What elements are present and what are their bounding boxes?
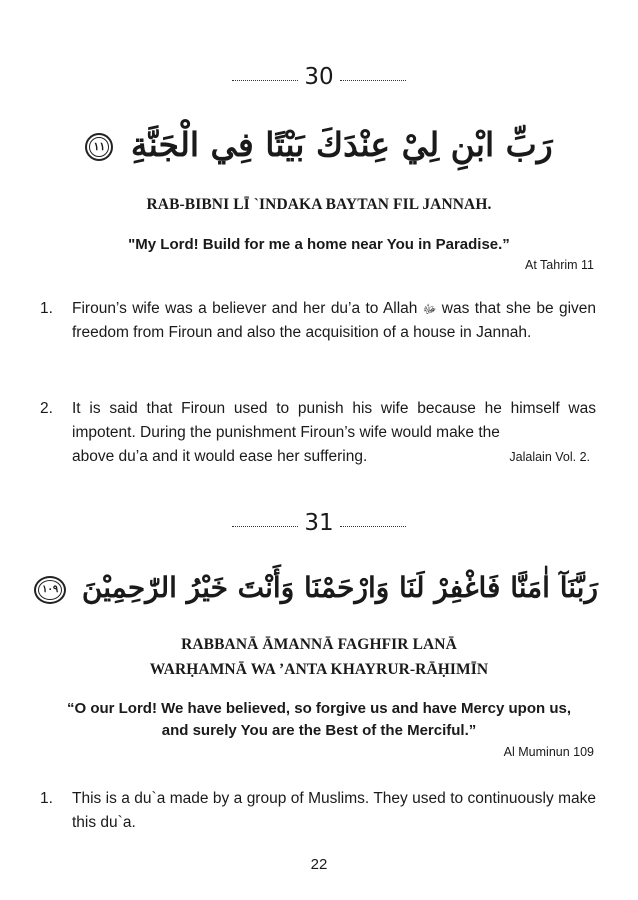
arabic-dua-31 bbox=[40, 571, 598, 604]
list-item bbox=[40, 397, 596, 469]
list-item bbox=[40, 787, 596, 835]
dotted-rule-left bbox=[232, 526, 298, 527]
honorific-symbol: ﷻ bbox=[422, 302, 437, 316]
arabic-dua-30 bbox=[40, 125, 598, 164]
list-item-last-line: above du’a and it would ease her suffering. Jalalain Vol. 2. bbox=[72, 445, 596, 469]
transliteration-30: RAB-BIBNI LĪ `INDAKA BAYTAN FIL JANNAH. bbox=[146, 196, 492, 213]
transliteration-31-line-2: WARḤAMNĀ WA ’ANTA KHAYRUR-RĀḤIMĪN bbox=[149, 661, 489, 678]
reference-31: Al Muminun 109 bbox=[503, 745, 594, 759]
list-item-number: 1. bbox=[40, 790, 53, 807]
translation-31-line-1: “O our Lord! We have believed, so forgive us and have Mercy upon us, bbox=[66, 700, 571, 717]
translation-30: "My Lord! Build for me a home near You in Paradise.” bbox=[128, 236, 510, 253]
section-number: 31 bbox=[304, 510, 334, 536]
transliteration-31-line-1: RABBANĀ ĀMANNĀ FAGHFIR LANĀ bbox=[181, 636, 457, 653]
list-item-text: It is said that Firoun used to punish his wife because he himself was impotent. During the punishment Firoun’s wife would make the above du’a and it would ease her suffering. Jalalain Vol. 2. bbox=[72, 397, 596, 469]
list-item-text: Firoun’s wife was a believer and her du’a to Allah ﷻ was that she be given freedom from Firoun and also the acquisition of a house in Jannah. bbox=[72, 300, 596, 341]
page-number: 22 bbox=[310, 856, 328, 873]
section-number: 30 bbox=[304, 64, 334, 90]
ayah-number-marker: ١١ bbox=[85, 133, 113, 161]
list-item-number: 2. bbox=[40, 400, 53, 417]
list-item bbox=[40, 297, 596, 345]
arabic-text: رَبِّ ابْنِ لِيْ عِنْدَكَ بَيْتًا فِي الْجَنَّةِ bbox=[130, 125, 553, 164]
dotted-rule-right bbox=[340, 526, 406, 527]
section-header-30 bbox=[0, 66, 638, 89]
ayah-number-marker: ١٠٩ bbox=[34, 576, 66, 604]
dotted-rule-left bbox=[232, 80, 298, 81]
translation-31-line-2: and surely You are the Best of the Merciful.” bbox=[161, 722, 477, 739]
reference-30: At Tahrim 11 bbox=[524, 258, 594, 272]
dotted-rule-right bbox=[340, 80, 406, 81]
citation: Jalalain Vol. 2. bbox=[509, 450, 590, 464]
arabic-text: رَبَّنَآ اٰمَنَّا فَاغْفِرْ لَنَا وَارْحَمْنَا وَأَنْتَ خَيْرُ الرّٰحِمِيْنَ bbox=[81, 571, 598, 604]
section-header-31 bbox=[0, 512, 638, 535]
list-item-number: 1. bbox=[40, 300, 53, 317]
list-item-text: This is a du`a made by a group of Muslims. They used to continuously make this du`a. bbox=[72, 790, 596, 831]
